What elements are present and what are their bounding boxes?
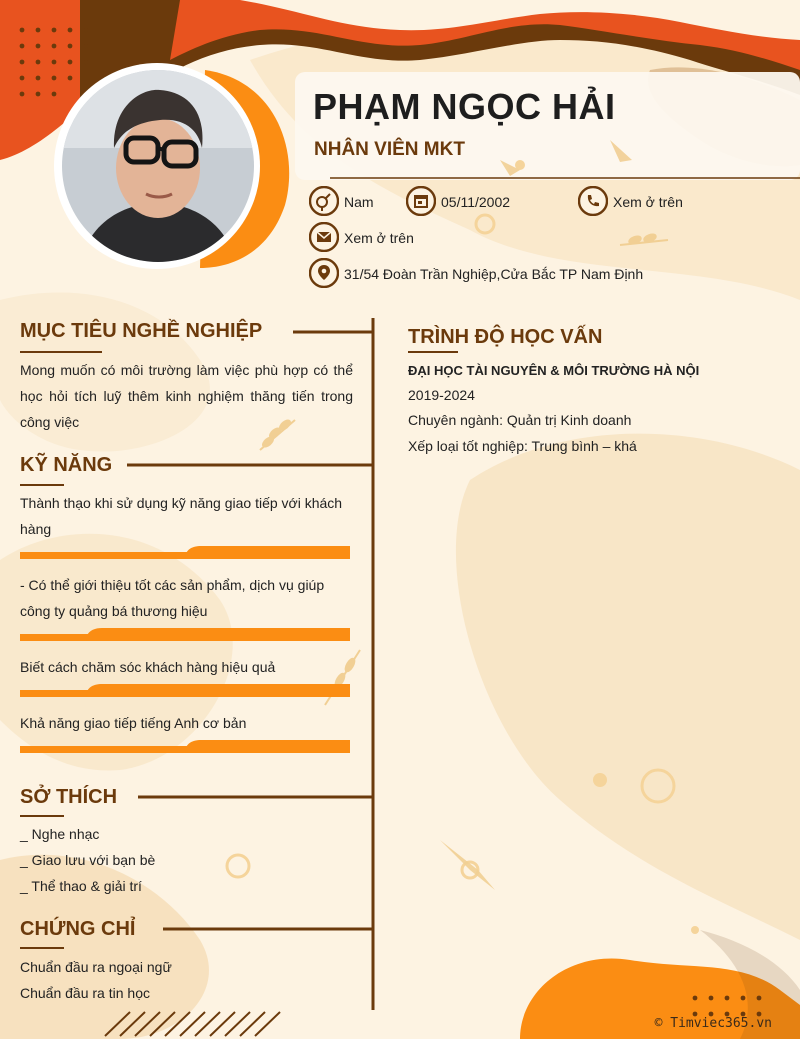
candidate-name: PHẠM NGỌC HẢI: [313, 86, 616, 127]
profile-photo: [60, 68, 256, 264]
skill-bar-1: [20, 544, 350, 560]
section-title-hobbies: SỞ THÍCH: [20, 786, 118, 808]
job-title: NHÂN VIÊN MKT: [314, 139, 465, 160]
section-title-certificates: CHỨNG CHỈ: [20, 918, 136, 940]
skill-bar-level: [185, 546, 350, 559]
location-icon: [309, 258, 339, 288]
email-icon: [309, 222, 339, 252]
skill-label-1: Thành thạo khi sử dụng kỹ năng giao tiếp với khách hàng: [20, 495, 343, 537]
address-value: 31/54 Đoàn Trần Nghiệp,Cửa Bắc TP Nam Định: [344, 266, 644, 282]
calendar-icon: [406, 186, 436, 216]
skill-bar-4: [20, 738, 350, 754]
skill-bar-3: [20, 682, 350, 698]
email-value: Xem ở trên: [344, 230, 414, 246]
school-name: ĐẠI HỌC TÀI NGUYÊN & MÔI TRƯỜNG HÀ NỘI: [408, 363, 700, 378]
education-major: Chuyên ngành: Quản trị Kinh doanh: [408, 412, 632, 428]
skill-bar-level: [86, 684, 350, 697]
certificate-item: Chuẩn đầu ra ngoại ngữ: [20, 959, 172, 975]
certificate-item: Chuẩn đầu ra tin học: [20, 985, 150, 1001]
phone-icon: [578, 186, 608, 216]
watermark: © Timviec365.vn: [654, 1016, 772, 1031]
education-years: 2019-2024: [408, 387, 475, 403]
section-title-skills: KỸ NĂNG: [20, 454, 113, 476]
gender-value: Nam: [344, 194, 374, 210]
section-title-objective: MỤC TIÊU NGHỀ NGHIỆP: [20, 320, 263, 342]
skill-label-3: Biết cách chăm sóc khách hàng hiệu quả: [20, 659, 276, 675]
objective-text: Mong muốn có môi trường làm việc phù hợp có thể học hỏi tích luỹ thêm kinh nghiệm thăng tiến trong công việc: [20, 362, 353, 430]
skill-label-4: Khả năng giao tiếp tiếng Anh cơ bản: [20, 715, 247, 731]
skill-bar-level: [185, 740, 350, 753]
skill-bar-level: [86, 628, 350, 641]
gender-icon: [309, 186, 339, 216]
skill-label-2: - Có thể giới thiệu tốt các sản phẩm, dịch vụ giúp công ty quảng bá thương hiệu: [20, 577, 325, 619]
section-title-education: TRÌNH ĐỘ HỌC VẤN: [408, 326, 603, 348]
phone-value: Xem ở trên: [613, 194, 683, 210]
education-grade: Xếp loại tốt nghiệp: Trung bình – khá: [408, 438, 637, 454]
hobby-item: _ Thể thao & giải trí: [20, 878, 142, 894]
dob-value: 05/11/2002: [441, 194, 511, 210]
hobby-item: _ Giao lưu với bạn bè: [20, 852, 156, 868]
skill-bar-2: [20, 626, 350, 642]
hobby-item: _ Nghe nhạc: [20, 826, 100, 842]
